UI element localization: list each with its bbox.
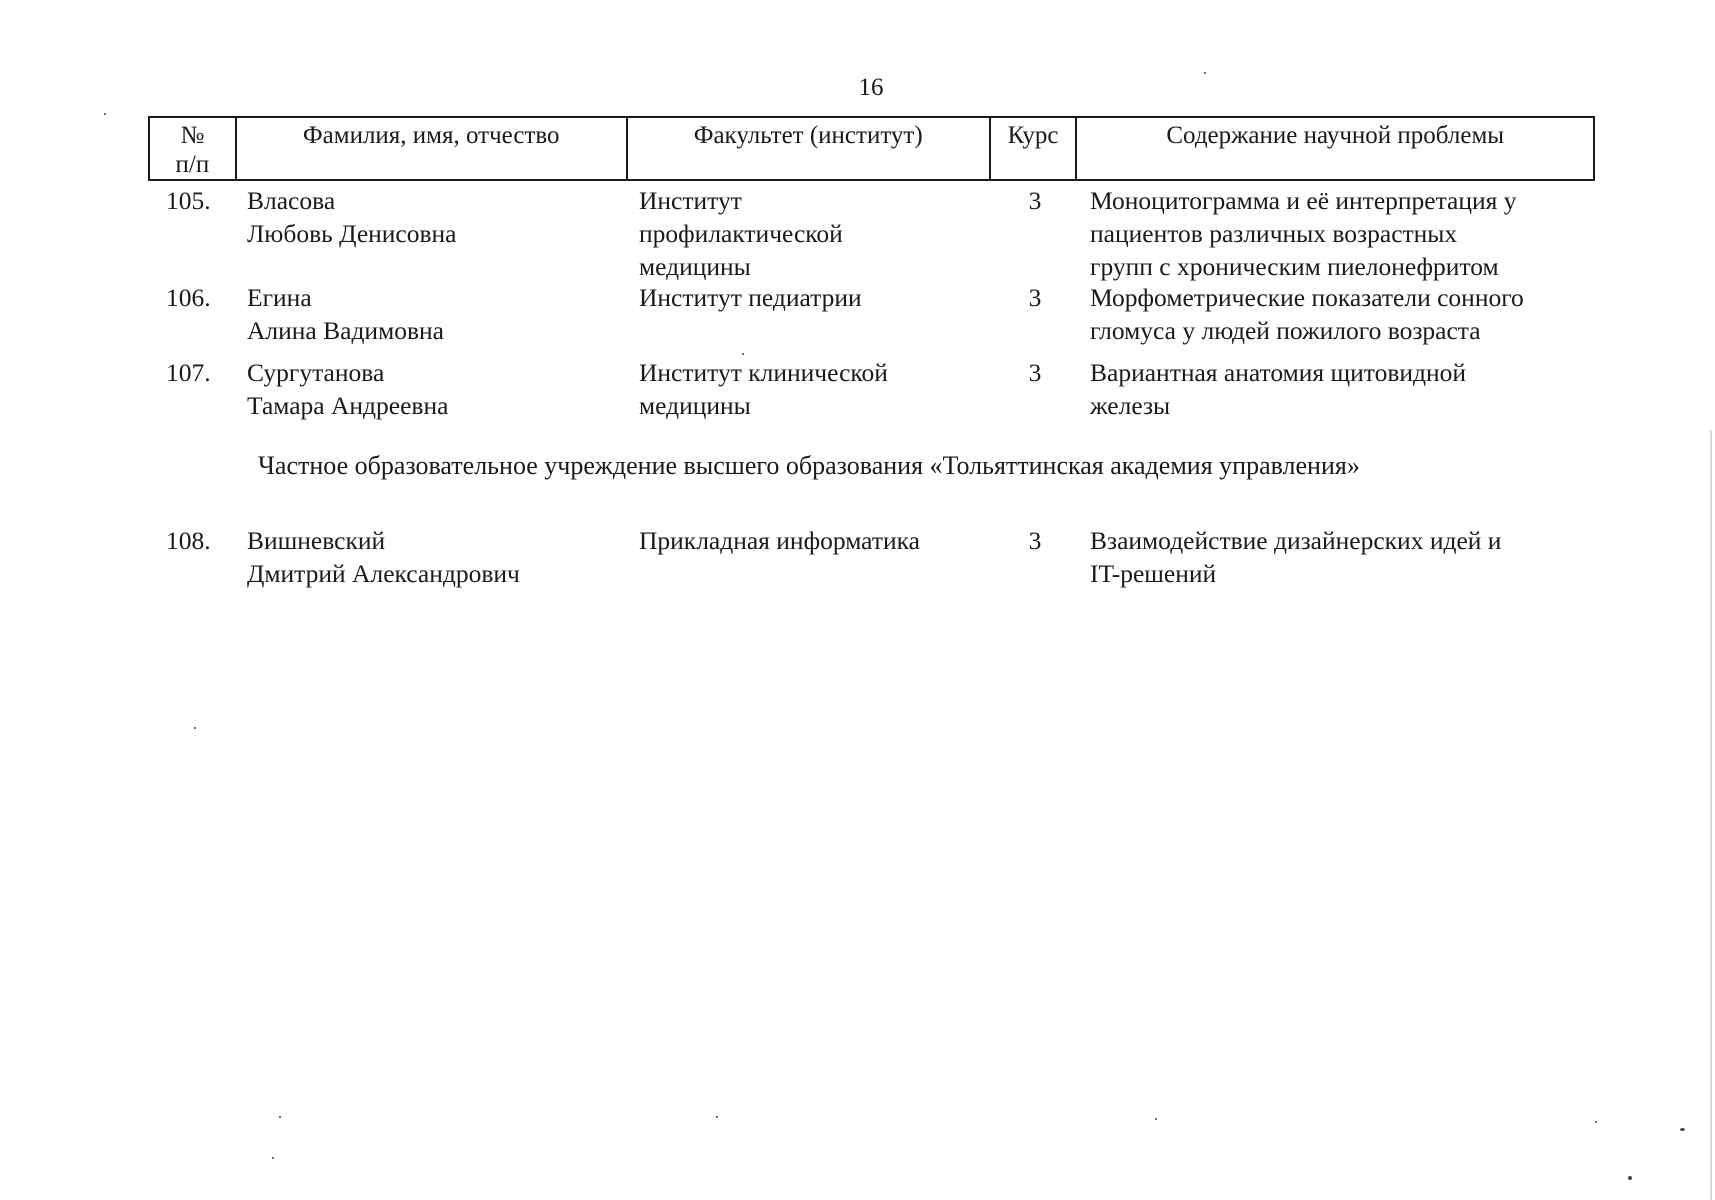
scan-speck [1595, 1121, 1597, 1123]
topic-line: IT-решений [1090, 559, 1217, 588]
row-number: 105. [166, 186, 211, 215]
header-topic: Содержание научной проблемы [1166, 122, 1505, 149]
faculty-line: Институт [639, 186, 742, 215]
topic-line: пациентов различных возрастных [1090, 219, 1458, 248]
topic-line: групп с хроническим пиелонефритом [1090, 252, 1499, 281]
given-names: Любовь Денисовна [247, 219, 457, 248]
row-name [247, 281, 444, 347]
faculty-line: медицины [639, 252, 751, 281]
faculty-line: медицины [639, 391, 751, 420]
surname: Власова [247, 186, 336, 215]
header-number [150, 118, 237, 179]
faculty-line: Институт педиатрии [639, 283, 862, 312]
given-names: Дмитрий Александрович [247, 559, 520, 588]
row-topic [1090, 281, 1610, 347]
scan-speck [194, 727, 196, 729]
scan-edge [1710, 430, 1712, 1200]
row-topic [1090, 356, 1610, 422]
section-title: Частное образовательное учреждение высшего образования «Тольяттинская академия управления» [258, 451, 1360, 480]
row-course: 3 [1028, 526, 1042, 555]
topic-line: железы [1090, 391, 1171, 420]
topic-line: Взаимодействие дизайнерских идей и [1090, 526, 1502, 555]
surname: Вишневский [247, 526, 386, 555]
given-names: Алина Вадимовна [247, 316, 444, 345]
scan-speck [742, 353, 744, 355]
faculty-line: Прикладная информатика [639, 526, 920, 555]
row-number: 106. [166, 283, 211, 312]
surname: Сургутанова [247, 358, 385, 387]
given-names: Тамара Андреевна [247, 391, 449, 420]
header-number-line-1: № [180, 122, 205, 149]
row-name [247, 356, 448, 422]
row-course: 3 [1028, 358, 1042, 387]
scan-speck [272, 1157, 274, 1159]
row-topic [1090, 184, 1610, 283]
row-number: 107. [166, 358, 211, 387]
topic-line: Моноцитограмма и её интерпретация у [1090, 186, 1517, 215]
scan-speck [1204, 72, 1206, 74]
row-name [247, 524, 520, 590]
scan-speck [1628, 1176, 1632, 1180]
scan-speck [1680, 1128, 1685, 1131]
row-name [247, 184, 457, 250]
row-course: 3 [1028, 186, 1042, 215]
scan-speck [279, 1116, 281, 1118]
surname: Егина [247, 283, 312, 312]
topic-line: гломуса у людей пожилого возраста [1090, 316, 1481, 345]
row-course: 3 [1028, 283, 1042, 312]
row-faculty [639, 356, 888, 422]
header-number-line-2: п/п [175, 151, 210, 178]
header-name: Фамилия, имя, отчество [237, 118, 628, 179]
row-faculty [639, 281, 862, 314]
table-header [148, 116, 1595, 181]
row-faculty [639, 184, 843, 283]
topic-line: Морфометрические показатели сонного [1090, 283, 1524, 312]
row-topic [1090, 524, 1610, 590]
faculty-line: Институт клинической [639, 358, 888, 387]
header-faculty: Факультет (институт) [628, 118, 991, 179]
scan-speck [104, 113, 106, 115]
row-faculty [639, 524, 920, 557]
row-number: 108. [166, 526, 211, 555]
scan-speck [716, 1116, 718, 1118]
faculty-line: профилактической [639, 219, 843, 248]
header-course: Курс [991, 118, 1078, 179]
scan-speck [1155, 1118, 1157, 1120]
topic-line: Вариантная анатомия щитовидной [1090, 358, 1467, 387]
page-number: 16 [858, 74, 884, 101]
